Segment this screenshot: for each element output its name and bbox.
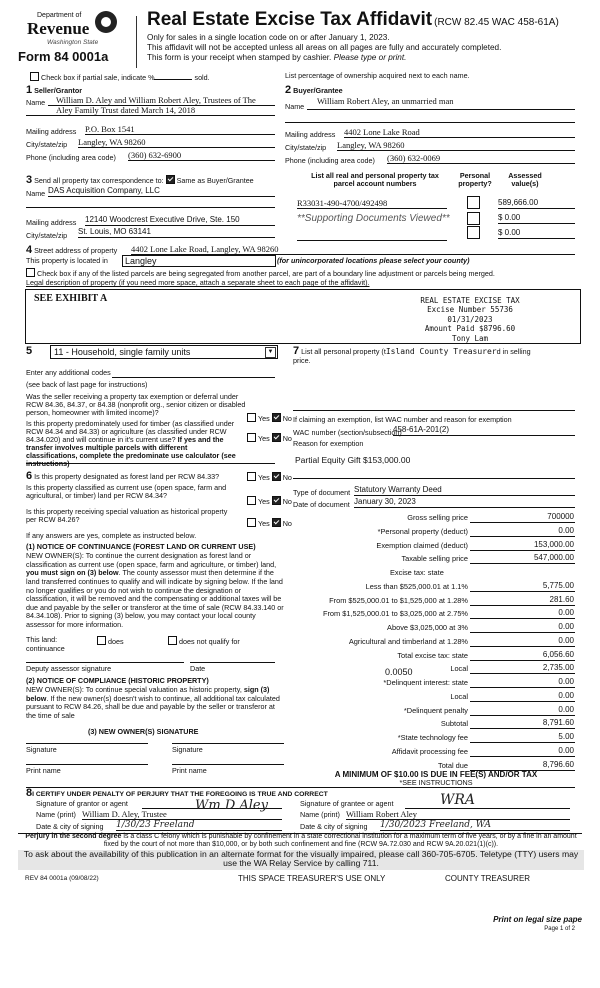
owner-print-2[interactable]: [172, 764, 284, 765]
grantee-signature-field[interactable]: [405, 808, 570, 809]
tax-row-value: 0.00: [558, 635, 574, 645]
seller-name-field-2[interactable]: [26, 106, 275, 116]
s3-num: 3: [26, 174, 33, 186]
tax-row-value: 281.60: [549, 594, 574, 604]
treasurer-stamp: [400, 296, 540, 343]
yes-label: Yes: [258, 414, 270, 423]
doc-type-label: Type of document: [293, 488, 351, 497]
tax-row-value: 547,000.00: [533, 553, 574, 563]
grantor-sig-label: Signature of grantor or agent: [36, 799, 128, 808]
reason-field[interactable]: Partial Equity Gift $153,000.00: [295, 455, 411, 465]
current-use-no-checkbox[interactable]: [272, 496, 281, 505]
perjury-text: is a class C felony which is punishable by confinement in a state correctional institution for a maximum term of five years, or by a fine in an amount fixed by the court of not more than $10,000, or by both such confinement and fine (RCW 9A.72.030 and RCW 9A.20.021(1)(c)).: [103, 833, 577, 849]
located-note: (for unincorporated locations please select your county): [277, 256, 470, 265]
tax-row-label: *Delinquent penalty: [403, 705, 468, 715]
s7-num: 7: [293, 345, 300, 357]
notice-3-title: (3) NEW OWNER(S) SIGNATURE: [88, 727, 199, 736]
grantor-name-field[interactable]: William D. Aley, Trustee: [82, 810, 282, 820]
located-label: This property is located in: [26, 256, 108, 265]
sold-label: sold.: [194, 73, 210, 82]
this-land-label: This land:: [26, 635, 58, 644]
assessed-value-3[interactable]: $ 0.00: [498, 229, 575, 239]
s7-label-c: price.: [293, 356, 311, 365]
tax-row-field[interactable]: [470, 660, 575, 661]
s4-num: 4: [26, 244, 33, 256]
same-as-buyer-label: Same as Buyer/Grantee: [176, 176, 254, 185]
seller-phone-field[interactable]: (360) 632-6900: [128, 151, 275, 161]
header-line-1: Only for sales in a single location code on or after January 1, 2023.: [147, 33, 390, 42]
yes-label: Yes: [258, 473, 270, 482]
grantee-name-label: Name (print): [300, 810, 340, 819]
timber-yes-checkbox[interactable]: [247, 433, 256, 442]
s5-num: 5: [26, 345, 33, 357]
stamp-line-5: Tony Lam: [451, 333, 489, 343]
corr-name-field[interactable]: DAS Acquisition Company, LLC: [48, 187, 275, 197]
dor-logo-icon: [95, 11, 117, 33]
land-use-select[interactable]: [50, 345, 278, 359]
personal-property-checkbox-1[interactable]: [467, 196, 480, 209]
continuance-label: continuance: [26, 644, 65, 653]
tax-row-field[interactable]: [470, 563, 575, 564]
tax-row-field[interactable]: [470, 632, 575, 633]
addl-codes-field[interactable]: [112, 377, 275, 378]
q-exemption: Was the seller receiving a property tax exemption or deferral under RCW 84.36, 84.37, or 84.38 (nonprofit org., senior citizen or disabled person, homeowner with limited income)?: [26, 392, 246, 417]
grantor-name-label: Name (print): [36, 810, 76, 819]
addl-codes-label: Enter any additional codes: [26, 368, 111, 377]
tax-row-label: Subtotal: [440, 719, 468, 729]
tax-row-value: 2,735.00: [542, 663, 574, 673]
tax-row-field[interactable]: [470, 522, 575, 523]
same-as-buyer-checkbox[interactable]: [166, 175, 175, 184]
q-timber-answer: [247, 433, 292, 443]
tax-row-value: 0.00: [558, 622, 574, 631]
treasurer-use: THIS SPACE TREASURER'S USE ONLY: [238, 874, 386, 883]
exempt-label: If claiming an exemption, list WAC number and reason for exemption: [293, 415, 512, 424]
buyer-mail-label: Mailing address: [285, 130, 336, 139]
parcel-number-3-line[interactable]: [297, 240, 447, 241]
page-number: Page 1 of 2: [544, 926, 575, 932]
seller-mail-field[interactable]: P.O. Box 1541: [85, 125, 275, 135]
s8-num: 8: [26, 787, 33, 799]
buyer-city-field[interactable]: Langley, WA 98260: [337, 141, 575, 151]
parcel-header: List all real and personal property tax parcel account numbers: [311, 171, 439, 189]
no-label: No: [282, 414, 292, 423]
does-label: does: [108, 637, 124, 646]
grantor-date-label: Date & city of signing: [36, 822, 104, 831]
revenue-logo: Revenue: [27, 19, 90, 38]
corr-city-field[interactable]: St. Louis, MO 63141: [78, 228, 275, 238]
divider: [26, 463, 275, 464]
tax-row-label: Total excise tax: state: [397, 650, 468, 660]
tax-row-value: 0.00: [558, 704, 574, 714]
s6-q3: Is this property receiving special valuation as historical property per RCW 84.26?: [26, 507, 228, 525]
tax-row-field[interactable]: [470, 742, 575, 743]
street-address-field[interactable]: 4402 Lone Lake Road, Langley, WA 98260: [131, 245, 575, 255]
legal-size-note: Print on legal size pape: [493, 915, 582, 924]
buyer-name-line-2: [285, 122, 575, 123]
tax-row-value: 8,791.60: [542, 718, 574, 728]
legal-description: SEE EXHIBIT A: [34, 293, 108, 304]
notice-2-text: [26, 686, 284, 721]
tax-row-label: From $1,525,000.01 to $3,025,000 at 2.75%: [322, 609, 468, 619]
tax-row-label: Gross selling price: [407, 513, 468, 522]
parcel-number-1[interactable]: R33031-490-4700/492498: [297, 199, 447, 209]
no-label: No: [282, 497, 292, 506]
q-exemption-answer: [247, 413, 292, 423]
does-not-checkbox[interactable]: [168, 636, 177, 645]
forest-answer: [247, 472, 292, 482]
see-instructions: *SEE INSTRUCTIONS: [399, 778, 473, 787]
page-title: [147, 9, 559, 31]
does-not-option: [168, 636, 240, 646]
corr-name-label: Name: [26, 189, 46, 198]
q-timber: [26, 420, 236, 468]
s7-label: [293, 345, 531, 358]
seller-phone-label: Phone (including area code): [26, 153, 116, 162]
tax-row-label: Less than $525,000.01 at 1.1%: [365, 581, 468, 591]
location-select[interactable]: Langley: [122, 255, 276, 267]
grantee-sig-label: Signature of grantee or agent: [300, 799, 394, 808]
s1-num: 1: [26, 84, 33, 96]
wac-field[interactable]: 458-61A-201(2): [393, 426, 575, 436]
tax-row-field[interactable]: [470, 605, 575, 606]
tax-row-value: 0.00: [558, 608, 574, 618]
stamp-line-6: Island County Treasurer: [385, 347, 497, 356]
tax-row-field[interactable]: [470, 728, 575, 729]
does-not-label: does not qualify for: [179, 637, 240, 646]
header-line-3b: Please type or print.: [333, 53, 407, 62]
minimum-due-note: A MINIMUM OF $10.00 IS DUE IN FEE(S) AND/OR TAX: [334, 770, 538, 779]
grantee-date-field[interactable]: 1/30/2023 Freeland, WA: [380, 820, 570, 831]
no-label: No: [282, 473, 292, 482]
tax-row-field[interactable]: [470, 591, 575, 592]
land-use-value: 11 - Household, single family units: [54, 347, 191, 357]
divider: [293, 478, 575, 479]
buyer-name-field[interactable]: William Robert Aley, an unmarried man: [307, 97, 575, 110]
n2c: . If the new owner(s) doesn't wish to continue, all additional tax calculated pursuant to RCW 84.26, shall be due and payable by the seller or transferor at the time of sale: [26, 693, 280, 720]
yes-label: Yes: [258, 434, 270, 443]
tax-row-field[interactable]: [470, 618, 575, 619]
tax-row-value: 700000: [547, 512, 574, 521]
buyer-city-label: City/state/zip: [285, 143, 327, 152]
partial-sale-checkbox[interactable]: [30, 72, 39, 81]
historic-yes-checkbox[interactable]: [247, 518, 256, 527]
q-timber-bold: If yes and the transfer involves multiple parcels with different classifications, complete the predominate use calculator (see instructions): [26, 434, 236, 468]
see-back-note: (see back of last page for instructions): [26, 380, 148, 389]
q-timber-text: Is this property predominately used for timber (as classified under RCW 84.34 and 84.33) or agriculture (as classified under RCW 84.34.020) and will continue in it's current use?: [26, 419, 235, 444]
perjury-bold: Perjury in the second degree: [25, 833, 122, 840]
doc-type-field[interactable]: Statutory Warranty Deed: [354, 486, 575, 496]
deputy-label: Deputy assessor signature: [26, 664, 112, 673]
exemption-yes-checkbox[interactable]: [247, 413, 256, 422]
dept-label: Department of: [37, 12, 82, 19]
deputy-date-field[interactable]: [190, 662, 275, 663]
tax-row-label: Total due: [438, 760, 468, 770]
current-use-answer: [247, 496, 292, 506]
stamp-line-1: REAL ESTATE EXCISE TAX: [420, 296, 520, 305]
s6-q1: [26, 470, 219, 483]
certify-text: I CERTIFY UNDER PENALTY OF PERJURY THAT THE FOREGOING IS TRUE AND CORRECT: [32, 791, 328, 798]
accessibility-notice: To ask about the availability of this publication in an alternate format for the visually impaired, please call 360-705-6705. Teletype (TTY) users may use the WA Relay Service by calling 711.: [18, 850, 584, 870]
n2b: sign (3) below: [26, 685, 270, 703]
stamp-line-3: 01/31/2023: [447, 314, 493, 324]
date-label: Date: [190, 664, 206, 673]
rev-number: REV 84 0001a (09/08/22): [25, 875, 99, 882]
buyer-phone-label: Phone (including area code): [285, 156, 375, 165]
does-option: [97, 636, 124, 646]
s1-title: Seller/Grantor: [34, 86, 83, 95]
stamp-line-4: Amount Paid $8796.60: [424, 324, 516, 334]
historic-answer: [247, 518, 292, 528]
ownership-note: List percentage of ownership acquired next to each name.: [285, 71, 470, 80]
tax-row-label: *Delinquent interest: state: [383, 678, 468, 687]
s6-num: 6: [26, 470, 33, 482]
n1a: NEW OWNER(S): To continue the current designation as forest land or classification as current use (open space, farm and agriculture, or timber) land,: [26, 551, 277, 569]
s2-num: 2: [285, 84, 292, 96]
assessed-value-2[interactable]: $ 0.00: [498, 214, 575, 224]
corr-mail-field[interactable]: 12140 Woodcrest Executive Drive, Ste. 150: [85, 216, 275, 226]
wac-label: WAC number (section/subsection): [293, 428, 402, 437]
tax-row-field[interactable]: [470, 550, 575, 551]
tax-row-field[interactable]: [470, 701, 575, 702]
personal-property-checkbox-3[interactable]: [467, 226, 480, 239]
seller-city-label: City/state/zip: [26, 140, 68, 149]
tax-row-label: Local: [450, 691, 468, 701]
doc-date-label: Date of document: [293, 500, 350, 509]
perjury-notice: [18, 833, 584, 849]
tax-row-label: From $525,000.01 to $1,525,000 at 1.28%: [329, 595, 468, 605]
tax-row-field[interactable]: [470, 536, 575, 537]
header-line-3: [147, 53, 406, 62]
tax-row-label: *State technology fee: [397, 733, 468, 742]
grantor-signature: Wm D Aley: [195, 798, 268, 813]
legal-label: Legal description of property (if you need more space, attach a separate sheet to each page of the affidavit).: [26, 278, 370, 287]
reason-label: Reason for exemption: [293, 439, 364, 448]
tax-row-value: 0.00: [558, 525, 574, 535]
buyer-name-label: Name: [285, 102, 305, 111]
grantor-date-field[interactable]: 1/30/23 Freeland: [116, 820, 282, 831]
grantee-name-field[interactable]: William Robert Aley: [346, 810, 570, 820]
no-label: No: [282, 519, 292, 528]
notice-1-text: [26, 552, 284, 630]
tax-row-value: 5.00: [558, 732, 574, 741]
tax-row-label: Taxable selling price: [401, 554, 468, 564]
segregation-checkbox[interactable]: [26, 268, 35, 277]
header-line-3a: This form is your receipt when stamped by cashier.: [147, 53, 332, 62]
owner-signature-1[interactable]: [26, 743, 148, 744]
street-label: [26, 244, 117, 257]
n1c: . The county assessor must then determine if the land transferred continues to qualify and will indicate by signing below. If the land no longer qualifies or you do not wish to continue the designation or classification, it will be removed and the compensating or additional taxes will be due and payable by the seller or transferor at the time of sale (RCW 84.33.140 or 84.34.108). Prior to signing (3) below, you may contact your local county assessor for more information.: [26, 568, 284, 630]
dropdown-arrow-icon[interactable]: ▼: [265, 347, 276, 358]
assessed-value-header: Assessed value(s): [508, 171, 542, 189]
partial-percent-field[interactable]: [154, 79, 192, 80]
owner-signature-2[interactable]: [172, 743, 284, 744]
print-name-label: Print name: [26, 766, 61, 775]
tax-row-value: 0.00: [558, 745, 574, 755]
state-label: Washington State: [47, 39, 99, 46]
forest-no-checkbox[interactable]: [272, 472, 281, 481]
notice-1-title: (1) NOTICE OF CONTINUANCE (FOREST LAND OR CURRENT USE): [26, 542, 256, 551]
current-use-yes-checkbox[interactable]: [247, 496, 256, 505]
s7-label-b: d in selling: [496, 347, 531, 356]
seller-mail-label: Mailing address: [26, 127, 77, 136]
tax-row-field[interactable]: [470, 673, 575, 674]
print-name-label: Print name: [172, 766, 207, 775]
deputy-signature-field[interactable]: [26, 662, 184, 663]
tax-row-label: Agricultural and timberland at 1.28%: [348, 636, 468, 646]
partial-label: Check box if partial sale, indicate %: [41, 73, 155, 82]
grantee-signature: WRA: [440, 792, 476, 808]
stamp-line-2: Excise Number 55736: [427, 305, 513, 315]
form-number: Form 84 0001a: [18, 49, 109, 64]
segregation-row: [26, 268, 495, 278]
grantee-date-label: Date & city of signing: [300, 822, 368, 831]
seller-name-label: Name: [26, 98, 46, 107]
tax-row-field[interactable]: [470, 715, 575, 716]
no-label: No: [282, 434, 292, 443]
tax-row-field[interactable]: [470, 756, 575, 757]
partial-sale: [30, 72, 210, 82]
does-checkbox[interactable]: [97, 636, 106, 645]
s7-label-a: List all personal property (t: [301, 347, 386, 356]
supporting-docs-note: **Supporting Documents Viewed**: [297, 213, 450, 224]
header-line-2: This affidavit will not be accepted unless all areas on all pages are fully and accurately completed.: [147, 43, 502, 52]
s6-q2: Is this property classified as current use (open space, farm and agricultural, or timber) land per RCW 84.34?: [26, 483, 227, 501]
personal-property-checkbox-2[interactable]: [467, 212, 480, 225]
tax-row-value: 5,775.00: [542, 580, 574, 590]
corr-city-label: City/state/zip: [26, 231, 68, 240]
tax-row-value: 0.00: [558, 690, 574, 700]
seller-name-1: William D. Aley and William Robert Aley, Trustees of The: [56, 95, 256, 105]
seller-name-2: Aley Family Trust dated March 14, 2018: [56, 105, 196, 115]
forest-yes-checkbox[interactable]: [247, 472, 256, 481]
tax-row-value: 153,000.00: [533, 539, 574, 549]
notice-2-title: (2) NOTICE OF COMPLIANCE (HISTORIC PROPERTY): [26, 676, 209, 685]
n1b: you must sign on (3) below: [26, 568, 119, 578]
historic-no-checkbox[interactable]: [272, 518, 281, 527]
buyer-phone-field[interactable]: (360) 632-0069: [387, 154, 575, 164]
tax-row-field[interactable]: [470, 646, 575, 647]
if-yes-note: If any answers are yes, complete as instructed below.: [26, 531, 197, 540]
tax-row-label: Exemption claimed (deduct): [376, 540, 468, 550]
tax-row-label: Above $3,025,000 at 3%: [387, 623, 468, 632]
s6-q1-text: Is this property designated as forest land per RCW 84.33?: [34, 472, 220, 481]
signature-label: Signature: [172, 745, 203, 754]
tax-row-value: 6,056.60: [542, 649, 574, 659]
header-divider: [136, 16, 137, 68]
county-treasurer: COUNTY TREASURER: [445, 874, 531, 883]
exemption-no-checkbox[interactable]: [272, 413, 281, 422]
doc-date-field[interactable]: January 30, 2023: [354, 498, 575, 508]
title-text: Real Estate Excise Tax Affidavit: [147, 9, 433, 30]
assessed-value-1[interactable]: 589,666.00: [498, 199, 575, 209]
local-rate: 0.0050: [385, 667, 413, 677]
corr-name-line-2: [26, 207, 275, 208]
tax-row-label: Local: [450, 664, 468, 674]
yes-label: Yes: [258, 497, 270, 506]
title-rcw: (RCW 82.45 WAC 458-61A): [434, 17, 559, 28]
seller-city-field[interactable]: Langley, WA 98260: [78, 138, 275, 148]
tax-row-label: Affidavit processing fee: [391, 746, 468, 756]
tax-row-value: 0.00: [558, 677, 574, 686]
corr-mail-label: Mailing address: [26, 218, 77, 227]
timber-no-checkbox[interactable]: [272, 433, 281, 442]
tax-row-value: 8,796.60: [542, 759, 574, 769]
corr-label: Send all property tax correspondence to:: [34, 176, 164, 185]
n2a: NEW OWNER(S): To continue special valuation as historic property,: [26, 685, 242, 694]
street-label-text: Street address of property: [34, 246, 118, 255]
signature-label: Signature: [26, 745, 57, 754]
buyer-heading: [285, 84, 343, 97]
yes-label: Yes: [258, 519, 270, 528]
segregation-label: Check box if any of the listed parcels are being segregated from another parcel, are part of a boundary line adjustment or parcels being merged.: [37, 269, 495, 278]
owner-print-1[interactable]: [26, 764, 148, 765]
personal-property-field[interactable]: [293, 410, 575, 411]
tax-row-field[interactable]: [470, 687, 575, 688]
corr-heading: [26, 174, 254, 187]
personal-property-header: Personal property?: [458, 171, 492, 189]
buyer-mail-field[interactable]: 4402 Lone Lake Road: [344, 128, 575, 138]
s2-title: Buyer/Grantee: [293, 86, 343, 95]
tax-row-label: *Personal property (deduct): [377, 526, 468, 536]
tax-row-label: Excise tax: state: [390, 568, 444, 577]
